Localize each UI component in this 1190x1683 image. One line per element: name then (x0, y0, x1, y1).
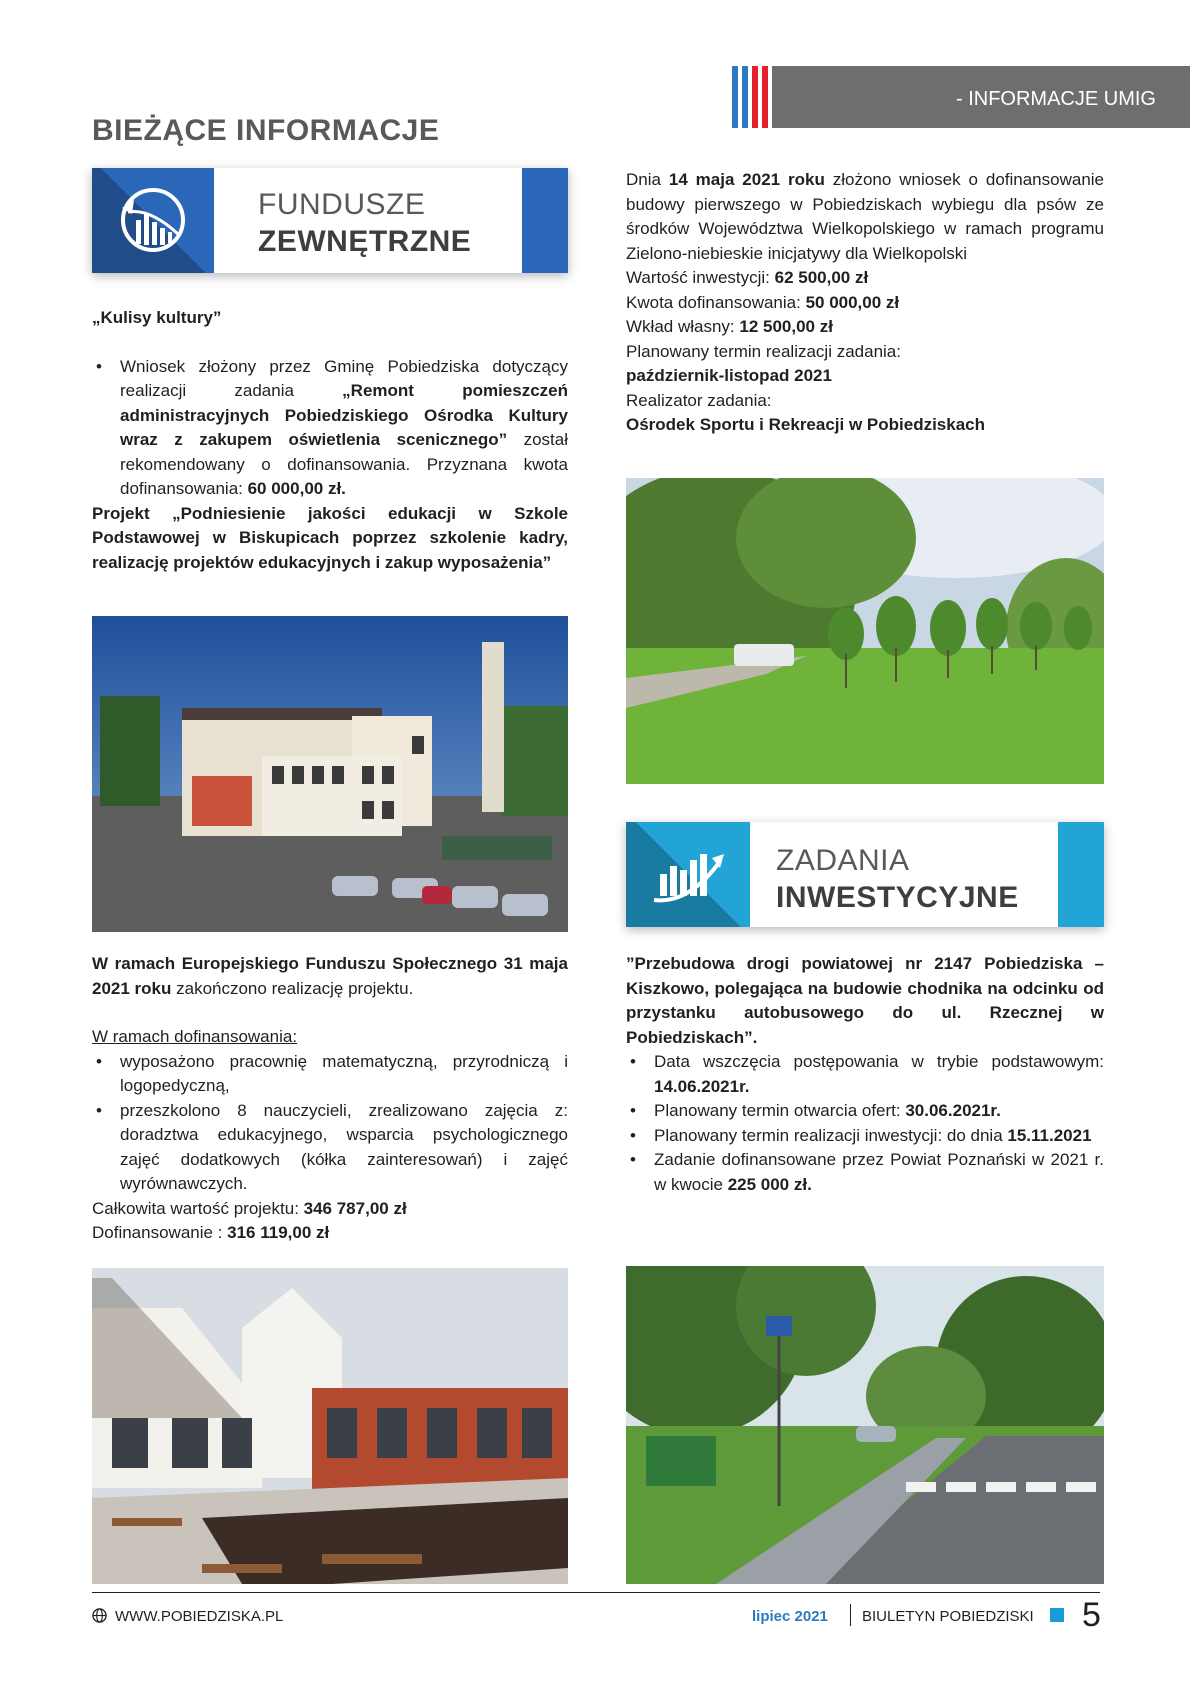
footer-website[interactable] (92, 1608, 283, 1625)
globe-icon (92, 1608, 107, 1623)
banner-fundusze-icon-box (92, 168, 214, 273)
kulisy-bullet-text-2: został rekomendowany o dofinansowania. Przyznana kwota dofinansowania: (120, 430, 568, 498)
photo-road-sidewalk (626, 1266, 1104, 1584)
footer-square-icon (1050, 1608, 1064, 1622)
header-flag-blue-2 (742, 66, 748, 128)
banner-fundusze-stripe (522, 168, 568, 273)
intro-date: 14 maja 2021 roku (668, 170, 825, 189)
banner-fundusze (92, 168, 568, 273)
bar-chart-arrow-icon (626, 822, 750, 927)
droga-item-text: Planowany termin otwarcia ofert: (654, 1101, 906, 1120)
droga-title: ”Przebudowa drogi powiatowej nr 2147 Pobiedziska – Kiszkowo, polegająca na budowie chodnika na odcinku od przystanku autobusowego do ul. Rzecznej w Pobiedziskach”. (626, 954, 1104, 1047)
dofin-list (92, 1050, 568, 1197)
invest-label: Wkład własny: (626, 317, 740, 336)
right-text-block (626, 168, 1104, 438)
invest-line (626, 315, 1104, 340)
intro-pre: Dnia (626, 170, 669, 189)
right-text-block-2 (626, 952, 1104, 1197)
invest-label: Wartość inwestycji: (626, 268, 775, 287)
kulisy-bullet (92, 355, 568, 502)
total-line (92, 1197, 568, 1222)
photo-school-courtyard-image (92, 1268, 568, 1584)
kulisy-bullet-task: „Remont pomieszczeń administracyjnych Pobiedziskiego Ośrodka Kultury wraz z zakupem oświetlenia scenicznego” (120, 381, 568, 449)
realizator-label: Realizator zadania: (626, 390, 772, 410)
banner-zadania (626, 822, 1104, 927)
photo-school-building-image (92, 616, 568, 932)
photo-school-courtyard (92, 1268, 568, 1584)
dofin-item: • przeszkolono 8 nauczycieli, zrealizowano zajęcia z: doradztwa edukacyjnego, wsparcia psychologicznego zajęć dodatkowych (kółka zainteresowań) i zajęć wyrównawczych. (92, 1099, 568, 1197)
kulisy-bullet-text: Wniosek złożony przez Gminę Pobiedziska dotyczący realizacji zadania (120, 356, 568, 400)
header-flag-blue (732, 66, 738, 128)
dofin-label: Dofinansowanie : (92, 1223, 228, 1242)
footer-publication: BIULETYN POBIEDZISKI (862, 1608, 1034, 1625)
termin-value: październik-listopad 2021 (626, 366, 832, 385)
left-text-block (92, 306, 568, 575)
left-text-block-2 (92, 952, 568, 1246)
droga-item (626, 1050, 1104, 1099)
dofin-item: • wyposażono pracownię matematyczną, przyrodniczą i logopedyczną, (92, 1050, 568, 1099)
invest-value: 12 500,00 zł (739, 317, 833, 336)
droga-item-text: Data wszczęcia postępowania w trybie podstawowym: (654, 1052, 1104, 1071)
section-label-bar (772, 66, 1190, 128)
droga-item (626, 1124, 1104, 1149)
dofin-line (92, 1221, 568, 1246)
photo-school-building (92, 616, 568, 932)
banner-zadania-icon-box (626, 822, 750, 927)
termin-label: Planowany termin realizacji zadania: (626, 341, 901, 361)
droga-item (626, 1148, 1104, 1197)
invest-value: 50 000,00 zł (805, 292, 900, 312)
dofin-value: 316 119,00 zł (227, 1223, 330, 1242)
banner-zadania-line1: ZADANIA (776, 844, 910, 877)
kulisy-list (92, 355, 568, 502)
footer-rule (92, 1592, 1100, 1593)
invest-value: 62 500,00 zł (774, 268, 869, 287)
photo-dog-park-image (626, 478, 1104, 784)
footer-website-text[interactable]: WWW.POBIEDZISKA.PL (115, 1608, 284, 1625)
kulisy-bullet-amount: 60 000,00 zł. (247, 479, 346, 498)
page-title: BIEŻĄCE INFORMACJE (92, 114, 440, 147)
dog-park-intro (626, 168, 1104, 266)
droga-item (626, 1099, 1104, 1124)
realizator-value: Ośrodek Sportu i Rekreacji w Pobiedziskach (626, 415, 986, 434)
footer-month: lipiec 2021 (752, 1608, 828, 1625)
banner-fundusze-line1: FUNDUSZE (258, 188, 426, 221)
total-label: Całkowita wartość projektu: (92, 1198, 304, 1218)
droga-item-bold: 15.11.2021 (1007, 1125, 1092, 1145)
banner-zadania-line2: INWESTYCYJNE (776, 881, 1019, 914)
header-flag-red (752, 66, 758, 128)
photo-dog-park (626, 478, 1104, 784)
efs-paragraph-bold: W ramach Europejskiego Funduszu Społecznego 31 maja 2021 roku (92, 954, 568, 998)
chart-arrow-circle-icon (92, 168, 214, 273)
footer-separator (850, 1604, 851, 1626)
invest-line (626, 266, 1104, 291)
invest-label: Kwota dofinansowania: (626, 292, 806, 312)
droga-item-bold: 225 000 zł. (727, 1174, 812, 1194)
kulisy-title: „Kulisy kultury” (92, 308, 222, 327)
efs-paragraph-rest: zakończono realizację projektu. (171, 978, 414, 998)
droga-list (626, 1050, 1104, 1197)
droga-item-bold: 14.06.2021r. (654, 1076, 750, 1096)
page-number: 5 (1082, 1596, 1101, 1634)
invest-line (626, 291, 1104, 316)
efs-paragraph (92, 952, 568, 1001)
dofin-heading: W ramach dofinansowania: (92, 1027, 298, 1046)
photo-road-sidewalk-image (626, 1266, 1104, 1584)
droga-item-text: Planowany termin realizacji inwestycji: do dnia (654, 1125, 1008, 1145)
droga-item-bold: 30.06.2021r. (905, 1101, 1001, 1120)
banner-fundusze-line2: ZEWNĘTRZNE (258, 225, 472, 258)
header-flag-red-2 (762, 66, 768, 128)
section-label: - INFORMACJE UMIG (956, 88, 1156, 110)
total-value: 346 787,00 zł (303, 1198, 407, 1218)
intro-post: złożono wniosek o dofinansowanie budowy pierwszego w Pobiedziskach wybiegu dla psów ze środków Województwa Wielkopolskiego w ramach programu Zielono-niebieskie inicjatywy dla Wielkopolski (626, 170, 1105, 263)
banner-zadania-stripe (1058, 822, 1104, 927)
droga-item-text: Zadanie dofinansowane przez Powiat Poznański w 2021 r. w kwocie (654, 1150, 1104, 1194)
projekt-title: Projekt „Podniesienie jakości edukacji w Szkole Podstawowej w Biskupicach poprzez szkolenie kadry, realizację projektów edukacyjnych i zakup wyposażenia” (92, 503, 568, 572)
